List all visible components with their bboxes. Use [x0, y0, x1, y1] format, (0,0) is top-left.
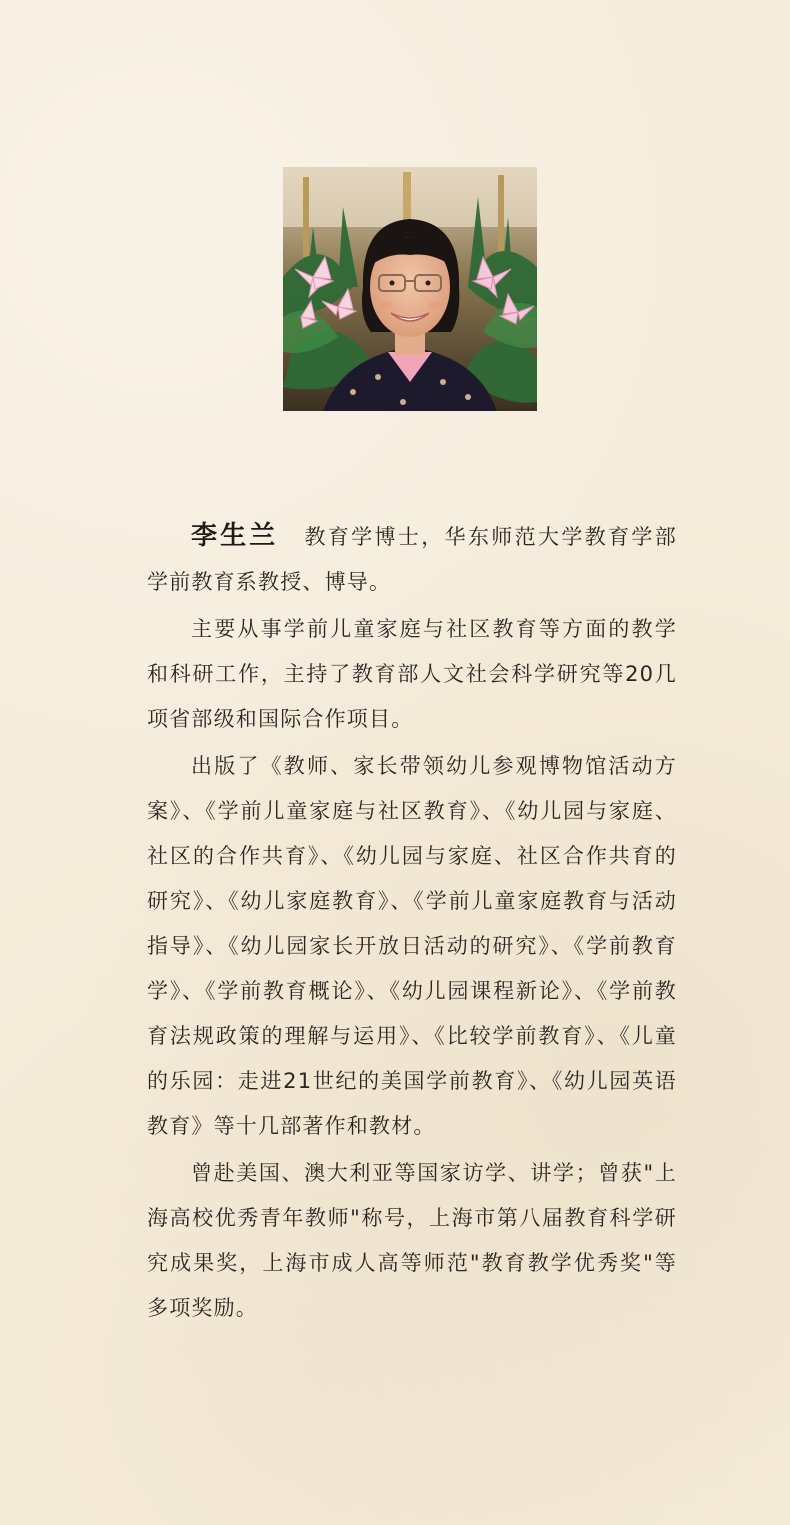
author-photo [283, 167, 537, 411]
bio-paragraph-awards: 曾赴美国、澳大利亚等国家访学、讲学；曾获"上海高校优秀青年教师"称号，上海市第八届教育科学研究成果奖，上海市成人高等师范"教育教学优秀奖"等多项奖励。 [147, 1161, 677, 1320]
author-intro: 教育学博士，华东师范大学教育学部学前教育系教授、博导。 [147, 525, 677, 594]
author-name: 李生兰 [191, 521, 279, 551]
author-bio [147, 514, 677, 1333]
author-portrait-image [283, 167, 537, 411]
bio-intro-paragraph [147, 514, 677, 605]
bio-paragraph-publications: 出版了《教师、家长带领幼儿参观博物馆活动方案》、《学前儿童家庭与社区教育》、《幼儿园与家庭、社区的合作共育》、《幼儿园与家庭、社区合作共育的研究》、《幼儿家庭教育》、《学前儿童家庭教育与活动指导》、《幼儿园家长开放日活动的研究》、《学前教育学》、《学前教育概论》、《幼儿园课程新论》、《学前教育法规政策的理解与运用》、《比较学前教育》、《儿童的乐园：走进21世纪的美国学前教育》、《幼儿园英语教育》等十几部著作和教材。 [147, 754, 677, 1138]
bio-paragraph-research: 主要从事学前儿童家庭与社区教育等方面的教学和科研工作，主持了教育部人文社会科学研究等20几项省部级和国际合作项目。 [147, 617, 677, 731]
